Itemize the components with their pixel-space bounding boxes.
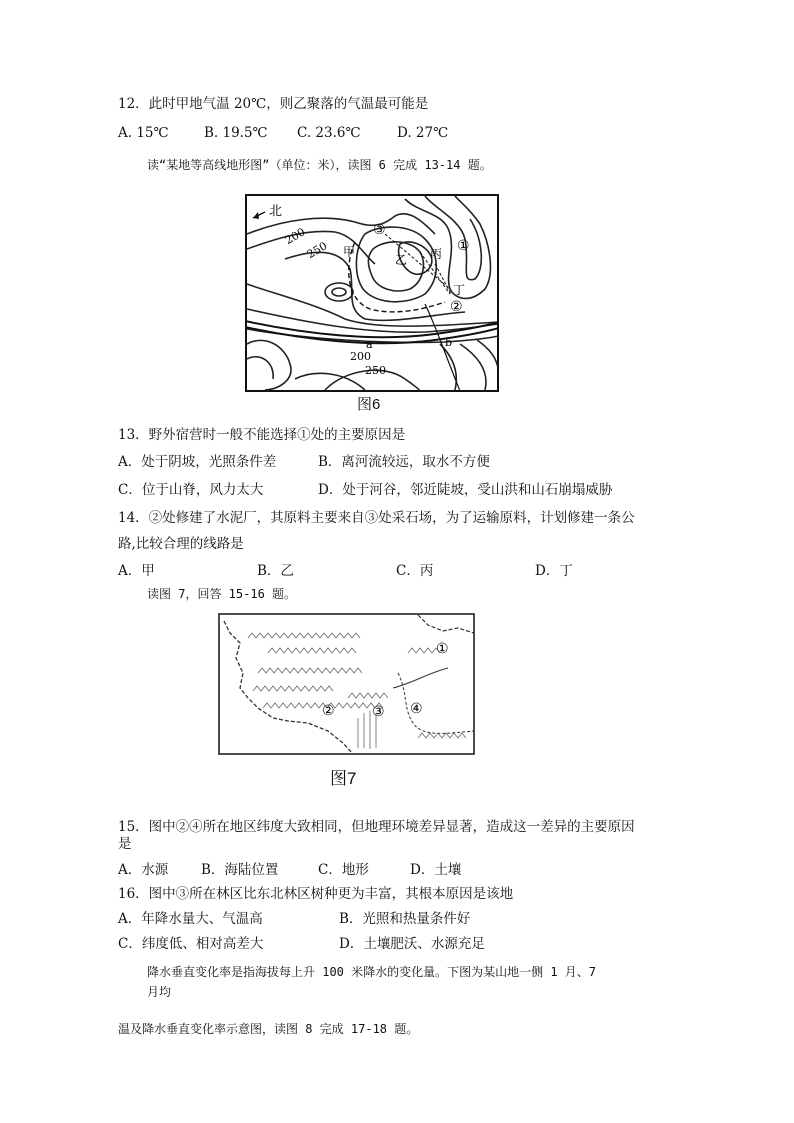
intro-figure-7: 读图 7，回答 15-16 题。 — [147, 587, 297, 601]
q16-option-b: B．光照和热量条件好 — [339, 911, 471, 927]
q15-stem-line-1: 15．图中②④所在地区纬度大致相同，但地理环境差异显著，造成这一差异的主要原因 — [118, 819, 635, 835]
q13-option-b: B．离河流较远，取水不方便 — [318, 454, 490, 470]
q14-option-c: C．丙 — [396, 563, 434, 579]
q13-option-a: A．处于阴坡，光照条件差 — [118, 454, 277, 470]
intro-figure-8-line-1: 降水垂直变化率是指海拔每上升 100 米降水的变化量。下图为某山地一侧 1 月、7 — [147, 965, 597, 979]
fig7-point-1: ① — [436, 641, 449, 657]
fig6-point-3: ③ — [373, 222, 386, 238]
fig6-north-label: 北 — [269, 204, 283, 219]
figure-7-terrain-map — [218, 613, 475, 755]
fig6-label-bing: 丙 — [430, 247, 443, 261]
figure-7-caption: 图7 — [330, 769, 357, 788]
q12-option-b: B. 19.5℃ — [204, 125, 268, 141]
fig6-contour-250-top: 250 — [304, 239, 330, 262]
q16-option-a: A．年降水量大、气温高 — [118, 911, 263, 927]
fig6-point-2: ② — [450, 299, 463, 315]
q16-option-c: C．纬度低、相对高差大 — [118, 936, 264, 952]
q14-stem-line-2: 路,比较合理的线路是 — [118, 536, 244, 552]
figure-6-caption: 图6 — [357, 396, 381, 413]
q14-option-b: B．乙 — [257, 563, 294, 579]
q14-stem-line-1: 14．②处修建了水泥厂，其原料主要来自③处采石场，为了运输原料，计划修建一条公 — [118, 510, 635, 526]
q12-option-d: D. 27℃ — [397, 125, 449, 141]
intro-figure-6: 读“某地等高线地形图”（单位：米），读图 6 完成 13-14 题。 — [147, 158, 492, 172]
figure-6-contour-map — [245, 194, 499, 392]
q15-option-a: A．水源 — [118, 862, 169, 878]
q16-option-d: D．土壤肥沃、水源充足 — [339, 936, 485, 952]
intro-figure-8-line-3: 温及降水垂直变化率示意图，读图 8 完成 17-18 题。 — [118, 1022, 419, 1036]
fig6-label-jia: 甲 — [343, 245, 356, 259]
q12-stem: 12．此时甲地气温 20℃，则乙聚落的气温最可能是 — [118, 96, 429, 112]
q16-stem: 16．图中③所在林区比东北林区树种更为丰富，其根本原因是该地 — [118, 886, 514, 902]
fig6-contour-200-bottom: 200 — [350, 350, 371, 363]
fig6-river-a: a — [366, 338, 373, 351]
fig7-point-4: ④ — [410, 701, 423, 717]
q15-option-b: B．海陆位置 — [201, 862, 279, 878]
q15-option-c: C．地形 — [318, 862, 369, 878]
fig7-point-3: ③ — [372, 704, 385, 720]
q15-stem-line-2: 是 — [118, 836, 132, 852]
fig6-contour-200-top: 200 — [282, 225, 308, 248]
fig6-label-yi: 乙 — [395, 253, 408, 267]
fig6-river-b: b — [445, 336, 453, 349]
q14-option-a: A．甲 — [118, 563, 155, 579]
q14-option-d: D．丁 — [535, 563, 573, 579]
q12-option-c: C. 23.6℃ — [297, 125, 361, 141]
q13-option-d: D．处于河谷，邻近陡坡，受山洪和山石崩塌威胁 — [318, 482, 613, 498]
q12-option-a: A. 15℃ — [118, 125, 169, 141]
fig7-point-2: ② — [322, 703, 335, 719]
fig6-label-ding: 丁 — [453, 283, 466, 297]
q13-stem: 13．野外宿营时一般不能选择①处的主要原因是 — [118, 427, 406, 443]
q13-option-c: C．位于山脊，风力太大 — [118, 482, 264, 498]
fig6-point-1: ① — [457, 238, 470, 254]
intro-figure-8-line-2: 月均 — [147, 985, 172, 999]
q15-option-d: D．土壤 — [410, 862, 462, 878]
fig6-contour-250-bottom: 250 — [365, 364, 386, 377]
